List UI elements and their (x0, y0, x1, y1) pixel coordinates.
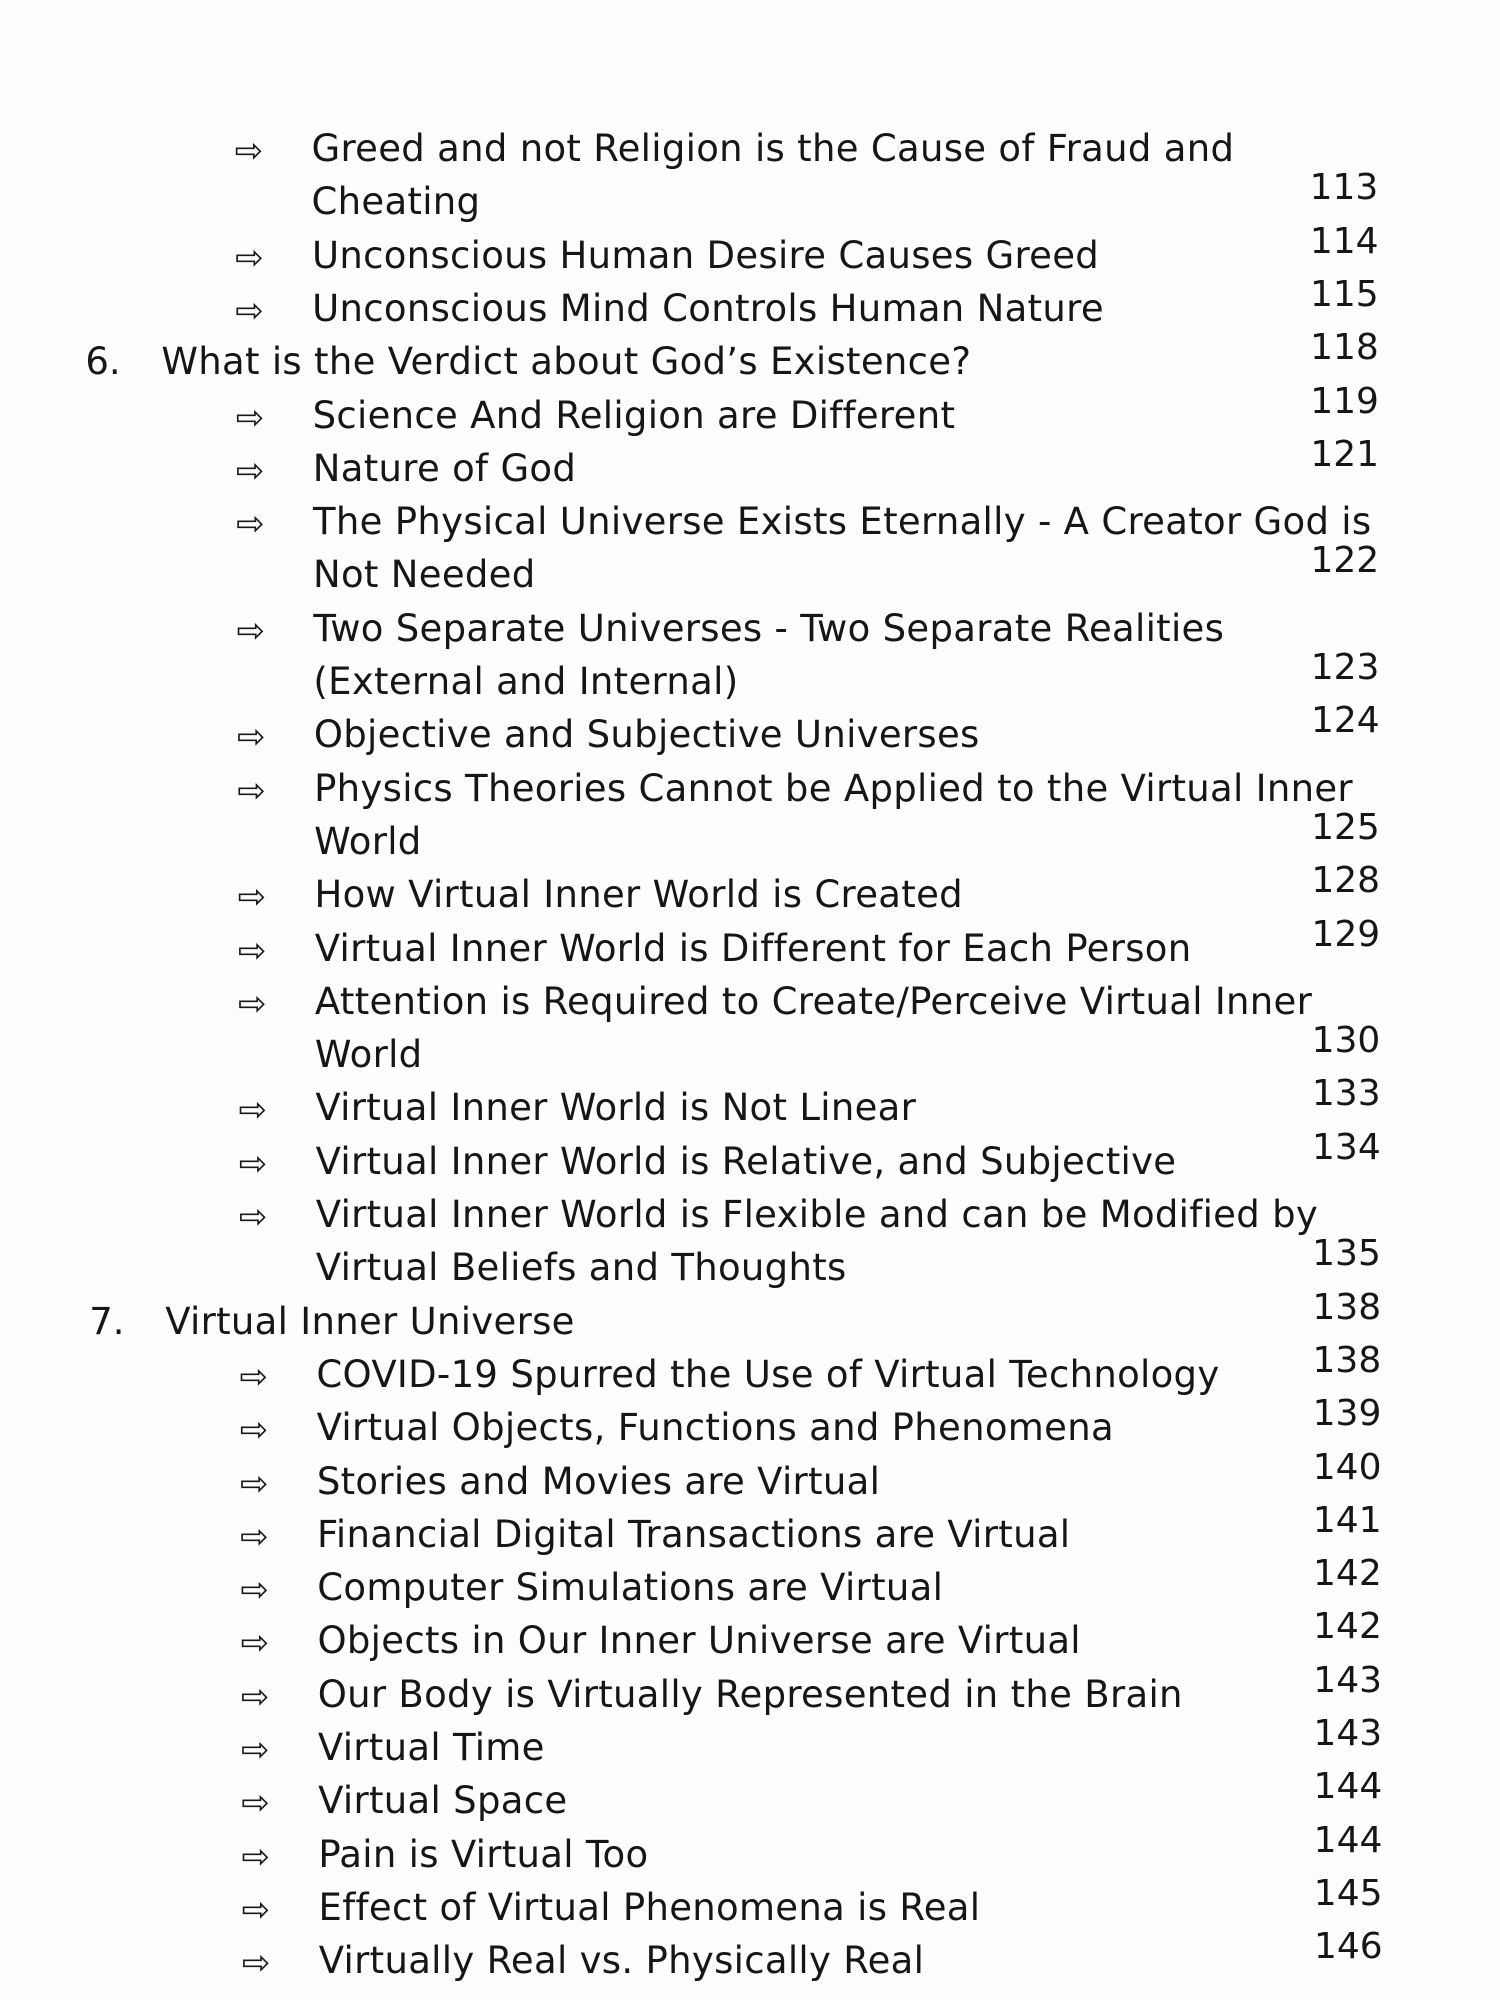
entry-title: Two Separate Universes - Two Separate Realities (313, 606, 1225, 650)
page-number: 134 (1312, 1126, 1381, 1168)
arrow-bullet-icon: ⇨ (240, 1570, 269, 1611)
entry-title: Our Body is Virtually Represented in the Brain (317, 1672, 1183, 1716)
entry-title: Computer Simulations are Virtual (317, 1566, 944, 1610)
entry-title: Objective and Subjective Universes (313, 713, 980, 757)
entry-title: Pain is Virtual Too (318, 1832, 649, 1876)
entry-title: (External and Internal) (313, 660, 739, 703)
page-number: 130 (1311, 1020, 1381, 1062)
entry-title: Science And Religion are Different (312, 393, 956, 437)
entry-title: Virtual Inner World is Different for Each Person (314, 926, 1192, 970)
arrow-bullet-icon: ⇨ (240, 1676, 270, 1717)
page-number: 113 (1309, 167, 1379, 209)
arrow-bullet-icon: ⇨ (235, 397, 265, 438)
chapter-number: 6. (85, 340, 121, 384)
entry-title: Virtual Inner World is Not Linear (315, 1086, 917, 1130)
arrow-bullet-icon: ⇨ (235, 290, 264, 331)
page-number: 145 (1313, 1872, 1383, 1914)
arrow-bullet-icon: ⇨ (240, 1623, 269, 1664)
page-number: 114 (1309, 220, 1379, 262)
arrow-bullet-icon: ⇨ (234, 237, 264, 278)
page-number: 142 (1313, 1606, 1382, 1648)
arrow-bullet-icon: ⇨ (236, 610, 265, 651)
page-number: 144 (1313, 1766, 1383, 1808)
arrow-bullet-icon: ⇨ (239, 1410, 269, 1451)
arrow-bullet-icon: ⇨ (237, 770, 266, 811)
page-number: 143 (1313, 1713, 1383, 1754)
arrow-bullet-icon: ⇨ (239, 1463, 269, 1504)
entry-title: Objects in Our Inner Universe are Virtual (317, 1619, 1081, 1663)
entry-title: How Virtual Inner World is Created (314, 873, 963, 917)
page-number: 121 (1310, 433, 1380, 475)
entry-title: Virtual Beliefs and Thoughts (315, 1246, 847, 1290)
page-number: 143 (1313, 1659, 1383, 1701)
entry-title: The Physical Universe Exists Eternally - A Creator God is (313, 500, 1372, 544)
entry-title: World (314, 819, 422, 863)
arrow-bullet-icon: ⇨ (237, 877, 266, 918)
entry-title: Virtual Space (318, 1779, 568, 1823)
entry-title: Virtual Objects, Functions and Phenomena (316, 1406, 1114, 1450)
arrow-bullet-icon: ⇨ (236, 717, 266, 758)
entry-title: Attention is Required to Create/Perceive Virtual Inner (314, 979, 1313, 1023)
page-number: 146 (1313, 1926, 1383, 1968)
entry-title: Physics Theories Cannot be Applied to the Virtual Inner (314, 766, 1353, 810)
chapter-title: Virtual Inner Universe (165, 1299, 575, 1343)
page-number: 138 (1312, 1339, 1382, 1381)
page-number: 138 (1312, 1286, 1382, 1328)
page-number: 123 (1310, 647, 1380, 688)
arrow-bullet-icon: ⇨ (240, 1730, 270, 1770)
arrow-bullet-icon: ⇨ (238, 1197, 268, 1237)
entry-title: Unconscious Human Desire Causes Greed (311, 233, 1100, 277)
entry-title: Cheating (311, 180, 481, 224)
entry-title: Not Needed (313, 553, 536, 597)
page-number: 144 (1313, 1819, 1383, 1861)
chapter-title: What is the Verdict about God’s Existence? (161, 340, 972, 384)
page-number: 129 (1311, 913, 1381, 955)
entry-title: COVID-19 Spurred the Use of Virtual Technology (316, 1352, 1220, 1396)
chapter-number: 7. (89, 1299, 125, 1343)
page-number: 139 (1312, 1393, 1382, 1435)
entry-title: Stories and Movies are Virtual (316, 1459, 881, 1503)
entry-title: Financial Digital Transactions are Virtual (317, 1512, 1071, 1556)
entry-title: Virtually Real vs. Physically Real (318, 1939, 925, 1983)
arrow-bullet-icon: ⇨ (241, 1889, 271, 1930)
arrow-bullet-icon: ⇨ (241, 1943, 271, 1984)
arrow-bullet-icon: ⇨ (238, 1090, 267, 1131)
page-number: 140 (1312, 1446, 1382, 1488)
entry-title: Virtual Inner World is Relative, and Subjective (315, 1139, 1177, 1183)
page-number: 124 (1310, 700, 1380, 742)
arrow-bullet-icon: ⇨ (241, 1783, 270, 1824)
page-number: 135 (1312, 1233, 1381, 1275)
page-number: 125 (1311, 806, 1380, 848)
page-number: 133 (1311, 1073, 1381, 1115)
entry-title: Nature of God (312, 446, 577, 490)
entry-title: World (314, 1033, 423, 1077)
page-number: 115 (1309, 273, 1379, 315)
page-number: 122 (1310, 540, 1380, 582)
entry-title: Effect of Virtual Phenomena is Real (318, 1885, 981, 1929)
page-number: 142 (1313, 1553, 1382, 1595)
entry-title: Greed and not Religion is the Cause of Fraud and (311, 127, 1235, 170)
arrow-bullet-icon: ⇨ (241, 1836, 270, 1877)
entry-title: Unconscious Mind Controls Human Nature (312, 286, 1104, 330)
arrow-bullet-icon: ⇨ (236, 504, 265, 545)
arrow-bullet-icon: ⇨ (237, 983, 267, 1024)
page-number: 128 (1311, 860, 1381, 902)
entry-title: Virtual Inner World is Flexible and can be Modified by (315, 1193, 1319, 1236)
arrow-bullet-icon: ⇨ (239, 1356, 268, 1397)
arrow-bullet-icon: ⇨ (237, 930, 267, 971)
arrow-bullet-icon: ⇨ (235, 450, 265, 491)
arrow-bullet-icon: ⇨ (234, 131, 263, 171)
arrow-bullet-icon: ⇨ (240, 1516, 269, 1557)
page-number: 141 (1312, 1499, 1382, 1541)
arrow-bullet-icon: ⇨ (238, 1143, 268, 1184)
page-number: 118 (1310, 327, 1379, 369)
entry-title: Virtual Time (317, 1726, 545, 1769)
page-number: 119 (1310, 380, 1379, 422)
